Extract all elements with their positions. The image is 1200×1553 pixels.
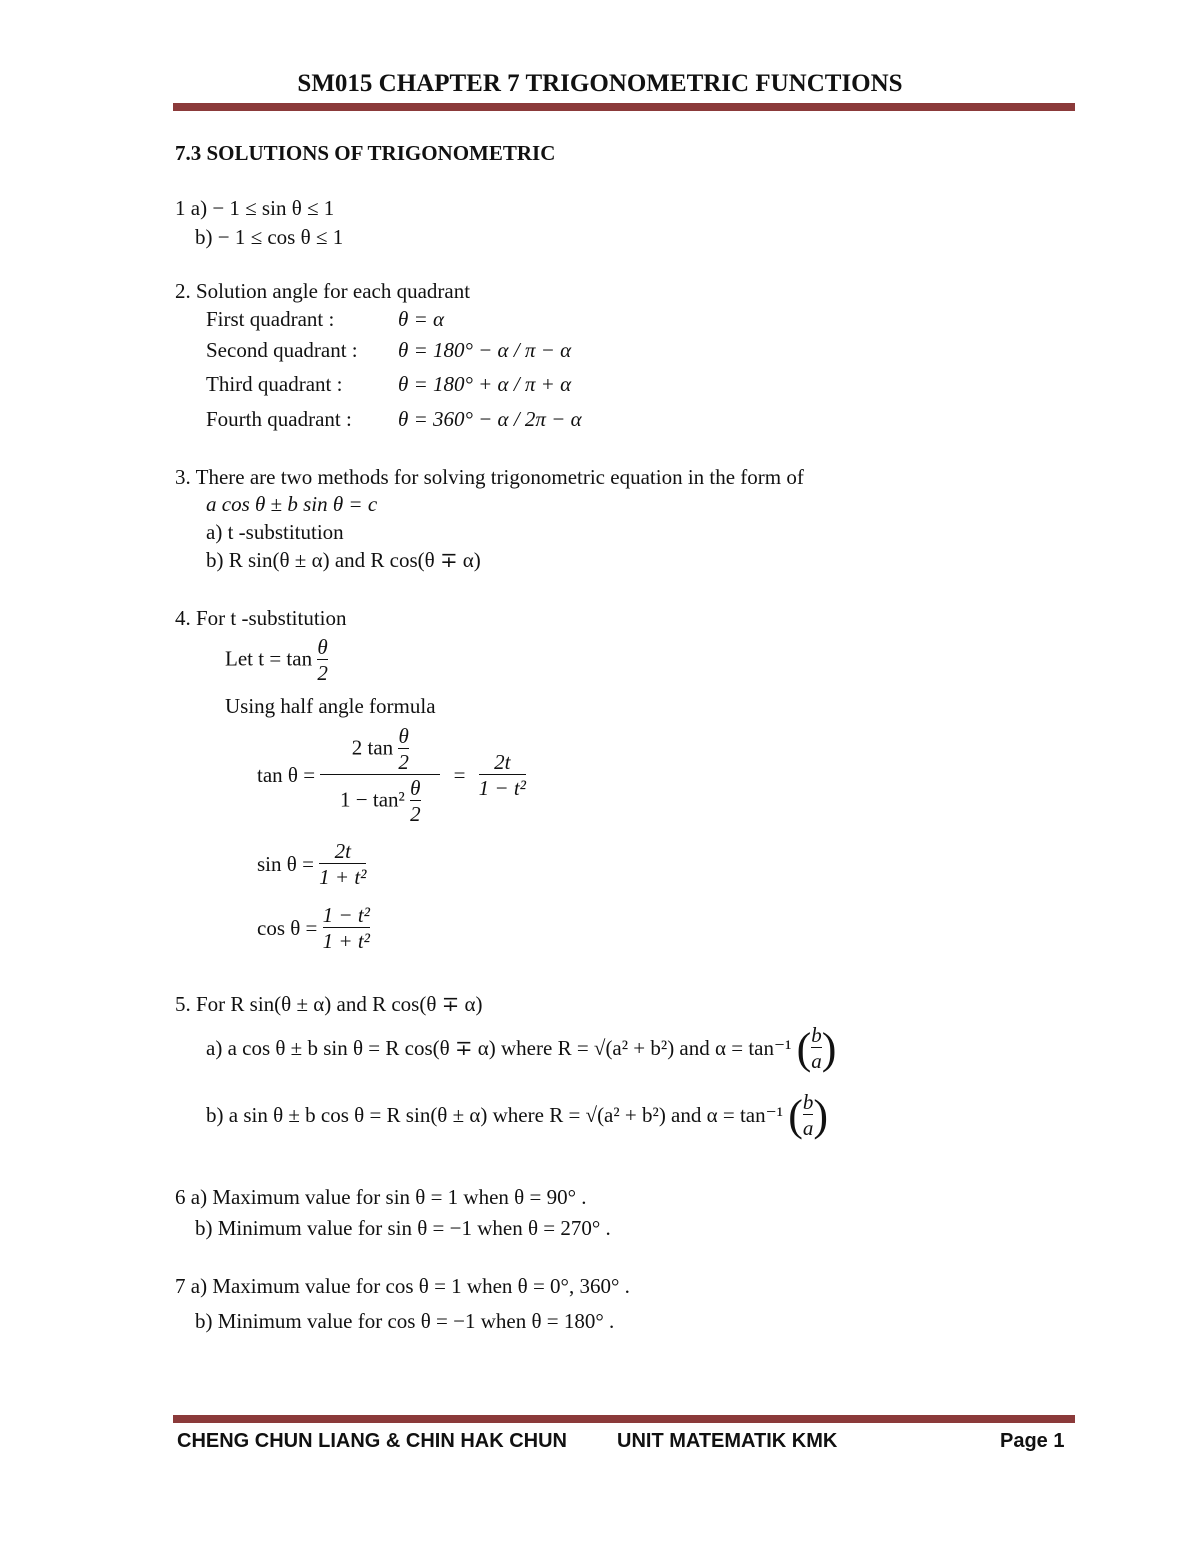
item2-intro: 2. Solution angle for each quadrant [175,279,471,303]
quadrant-value-2: θ = 180° − α / π − α [398,338,572,362]
item7-b: b) Minimum value for cos θ = −1 when θ = 180° . [195,1309,615,1333]
item1-b: b) − 1 ≤ cos θ ≤ 1 [195,225,344,249]
quadrant-value-1: θ = α [398,307,445,331]
footer-page-number: Page 1 [1000,1430,1065,1452]
item4-intro: 4. For t -substitution [175,606,347,630]
section-title: 7.3 SOLUTIONS OF TRIGONOMETRIC [175,141,556,165]
quadrant-value-4: θ = 360° − α / 2π − α [398,407,582,431]
item3-form: a cos θ ± b sin θ = c [206,492,378,516]
item5-intro: 5. For R sin(θ ± α) and R cos(θ ∓ α) [175,992,483,1016]
item7-a: 7 a) Maximum value for cos θ = 1 when θ = 0°, 360° . [175,1274,630,1298]
let-t-equation: Let t = tan $\frac{\theta}{2}$ [225,635,328,686]
item1-a: 1 a) − 1 ≤ sin θ ≤ 1 [175,196,335,220]
header-rule [173,103,1075,111]
page-header-title: SM015 CHAPTER 7 TRIGONOMETRIC FUNCTIONS [297,70,903,97]
sin-formula: sin θ = $\frac{2t}{\text{1 + t²}}$ [257,839,367,890]
quadrant-label-1: First quadrant : [206,307,335,331]
item5-b: b) a sin θ ± b cos θ = R sin(θ ± α) where R = √(a² + b²) and α = tan⁻¹ ( $\frac{b}{a}$ ) [206,1089,829,1140]
item6-b: b) Minimum value for sin θ = −1 when θ = 270° . [195,1216,611,1240]
item6-a: 6 a) Maximum value for sin θ = 1 when θ = 90° . [175,1185,587,1209]
item3-intro: 3. There are two methods for solving trigonometric equation in the form of [175,465,804,489]
tan-formula: tan θ = 2 tan $\frac{\theta}{2}$ 1 − tan² $\frac{\theta}{2}$ = $\frac{2t}{\text{1 − t²}}$ [257,724,526,827]
quadrant-label-2: Second quadrant : [206,338,358,362]
footer-unit: UNIT MATEMATIK KMK [617,1430,838,1452]
item5-a: a) a cos θ ± b sin θ = R cos(θ ∓ α) where R = √(a² + b²) and α = tan⁻¹ ( $\frac{b}{a}$ ) [206,1022,837,1073]
cos-formula: cos θ = $\frac{\text{1 − t²}}{\text{1 + t²}}$ [257,903,370,954]
half-angle-label: Using half angle formula [225,694,436,718]
footer-rule [173,1415,1075,1423]
item3-b: b) R sin(θ ± α) and R cos(θ ∓ α) [206,548,481,572]
quadrant-value-3: θ = 180° + α / π + α [398,372,572,396]
footer-authors: CHENG CHUN LIANG & CHIN HAK CHUN [177,1430,567,1452]
quadrant-label-3: Third quadrant : [206,372,343,396]
item3-a: a) t -substitution [206,520,344,544]
quadrant-label-4: Fourth quadrant : [206,407,352,431]
